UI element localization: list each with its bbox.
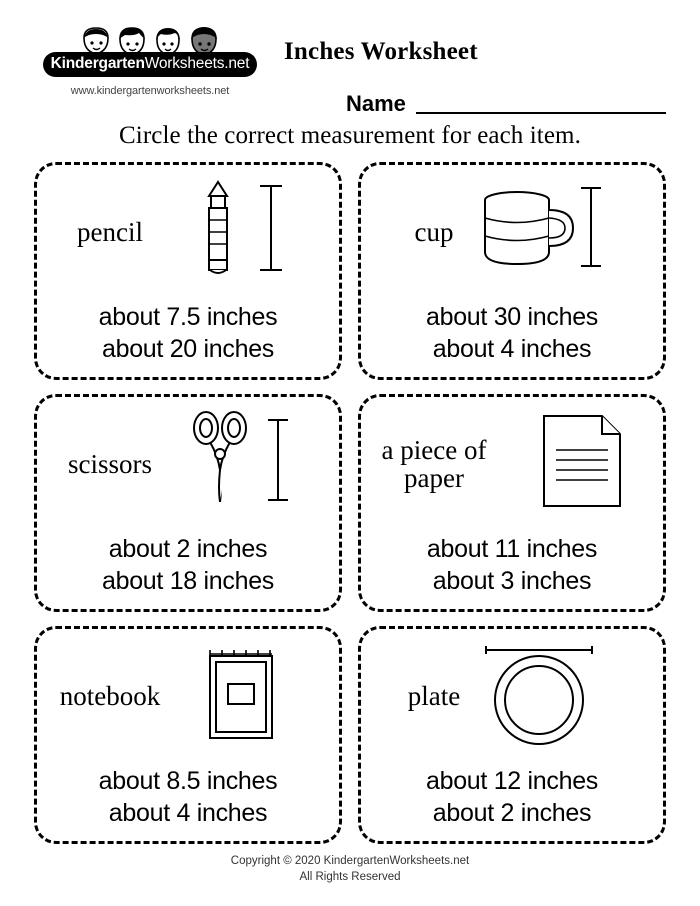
name-input-line[interactable]	[416, 92, 666, 114]
choice-option[interactable]: about 3 inches	[432, 567, 592, 595]
copyright-text: Copyright © 2020 KindergartenWorksheets.net	[230, 855, 470, 867]
choice-option[interactable]: about 4 inches	[108, 799, 268, 827]
item-label-scissors: scissors	[67, 448, 152, 479]
questions-grid	[34, 162, 666, 844]
choice-option[interactable]: about 2 inches	[108, 535, 268, 563]
pencil-icon	[149, 174, 299, 290]
choice-option[interactable]: about 7.5 inches	[98, 303, 278, 331]
choices-cup	[371, 301, 653, 371]
choice-option[interactable]: about 11 inches	[426, 535, 598, 563]
card-top	[371, 173, 653, 291]
choice-option[interactable]: about 30 inches	[425, 303, 599, 331]
paper-icon	[510, 406, 660, 522]
logo-text-bold: Kindergarten	[50, 55, 145, 72]
site-logo[interactable]	[34, 26, 266, 97]
logo-text-rest: Worksheets.net	[144, 55, 250, 72]
page-footer	[34, 854, 666, 885]
question-card-scissors	[34, 394, 342, 612]
question-card-plate	[358, 626, 666, 844]
rights-text: All Rights Reserved	[299, 870, 401, 883]
choices-pencil	[47, 301, 329, 371]
name-field-row	[284, 92, 666, 115]
name-label: Name	[346, 91, 406, 116]
page-title: Inches Worksheet	[284, 38, 478, 65]
title-block	[266, 26, 666, 115]
instructions-text: Circle the correct measurement for each item.	[119, 122, 581, 149]
site-url: www.kindergartenworksheets.net	[70, 84, 230, 97]
item-label-paper: a piece of paper	[381, 434, 487, 493]
notebook-icon	[166, 638, 316, 754]
card-top	[47, 173, 329, 291]
choices-plate	[371, 765, 653, 835]
choice-option[interactable]: about 18 inches	[101, 567, 275, 595]
question-card-paper	[358, 394, 666, 612]
card-top	[371, 637, 653, 755]
cup-icon	[459, 174, 609, 290]
choice-option[interactable]: about 4 inches	[432, 335, 592, 363]
choices-notebook	[47, 765, 329, 835]
card-top	[371, 405, 653, 523]
choices-paper	[371, 533, 653, 603]
question-card-pencil	[34, 162, 342, 380]
item-label-pencil: pencil	[77, 216, 143, 247]
card-top	[47, 637, 329, 755]
scissors-icon	[158, 406, 308, 522]
question-card-notebook	[34, 626, 342, 844]
item-label-notebook: notebook	[59, 680, 161, 711]
logo-wordmark	[43, 52, 258, 77]
card-top	[47, 405, 329, 523]
choices-scissors	[47, 533, 329, 603]
choice-option[interactable]: about 12 inches	[425, 767, 599, 795]
plate-icon	[466, 638, 616, 754]
question-card-cup	[358, 162, 666, 380]
choice-option[interactable]: about 20 inches	[101, 335, 275, 363]
item-label-plate: plate	[407, 680, 461, 711]
page-header	[34, 0, 666, 116]
choice-option[interactable]: about 2 inches	[432, 799, 592, 827]
item-label-cup: cup	[414, 216, 454, 247]
choice-option[interactable]: about 8.5 inches	[98, 767, 278, 795]
